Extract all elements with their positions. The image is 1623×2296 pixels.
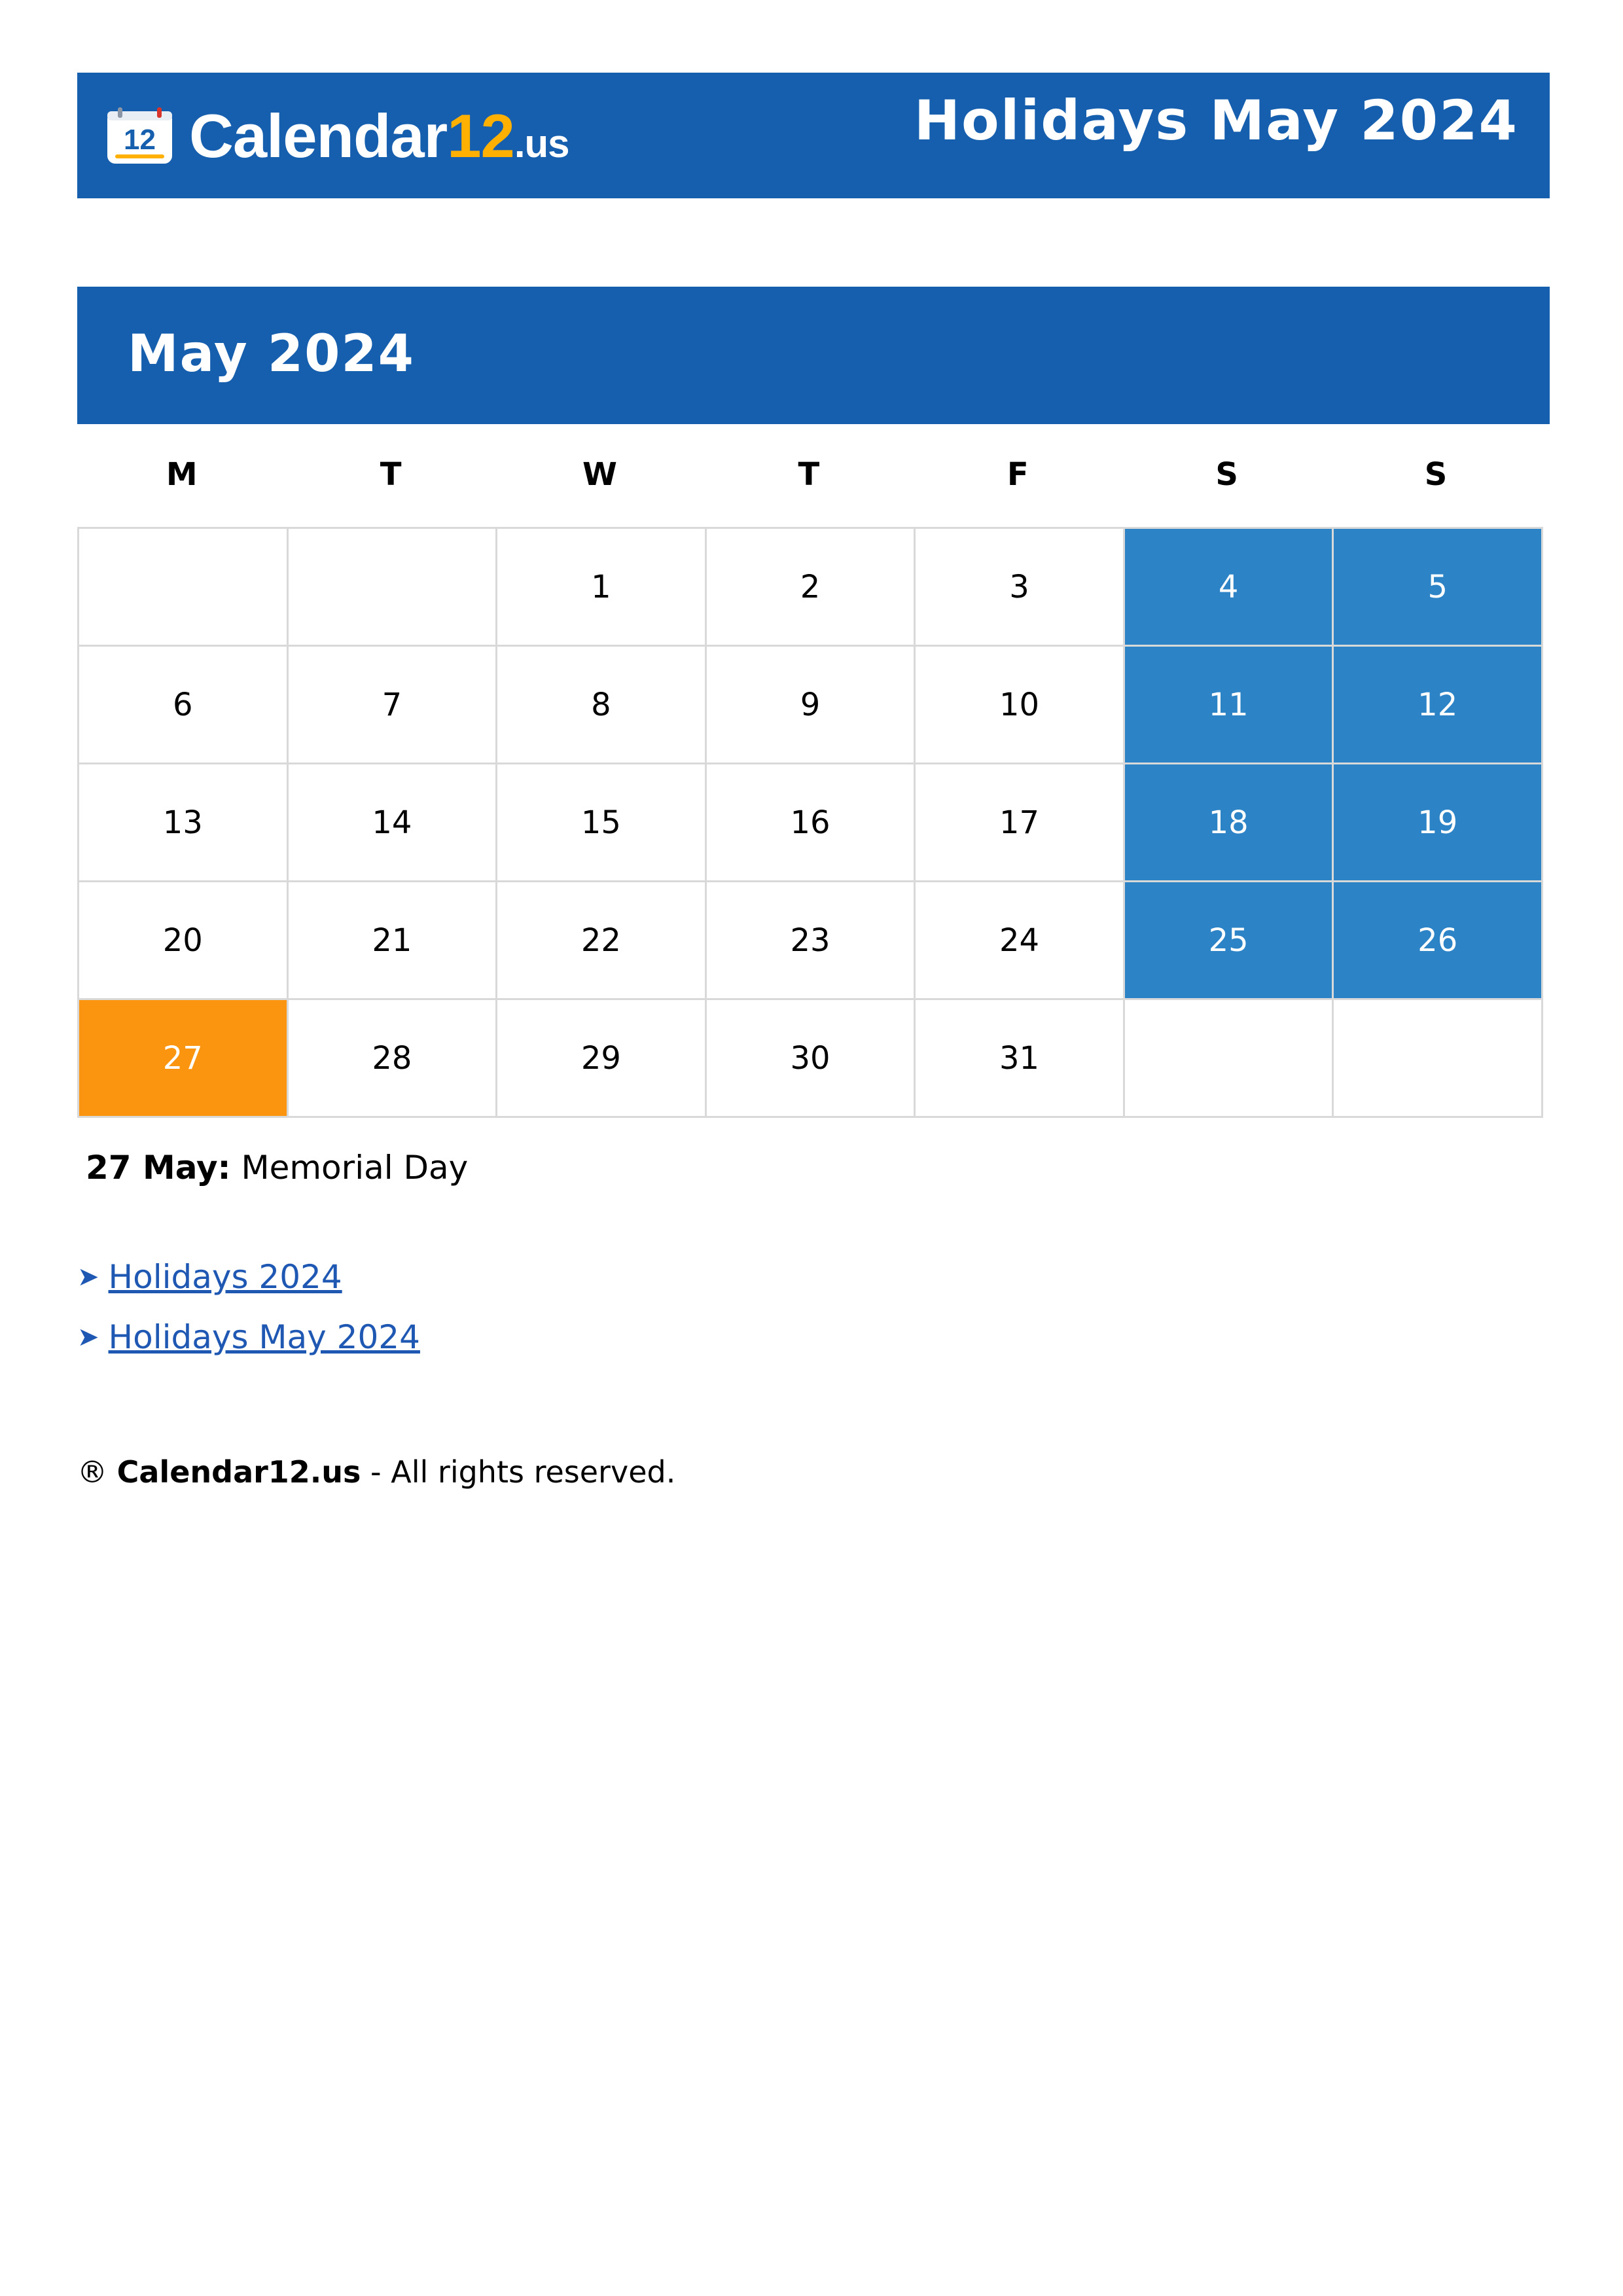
weekend-day-cell: 12 (1334, 647, 1543, 764)
weekend-day-cell: 11 (1125, 647, 1334, 764)
day-cell: 28 (289, 1000, 498, 1118)
day-cell: 31 (916, 1000, 1125, 1118)
weekend-day-cell: 18 (1125, 764, 1334, 882)
day-cell: 3 (916, 529, 1125, 647)
day-cell: 13 (79, 764, 289, 882)
day-cell: 7 (289, 647, 498, 764)
day-cell: 24 (916, 882, 1125, 1000)
day-cell: 20 (79, 882, 289, 1000)
link-row (77, 1247, 420, 1307)
footer-brand: Calendar12.us (116, 1454, 361, 1490)
month-title: May 2024 (128, 325, 415, 384)
weekday-monday: M (166, 456, 198, 493)
day-cell: 6 (79, 647, 289, 764)
holiday-date: 27 May: (86, 1149, 231, 1187)
day-cell: 21 (289, 882, 498, 1000)
logo-text-number: 12 (447, 101, 514, 170)
footer-text: - All rights reserved. (370, 1454, 676, 1490)
weekday-header-row (77, 452, 1541, 497)
month-header (77, 287, 1550, 424)
weekday-friday: F (1007, 456, 1029, 493)
site-logo[interactable] (106, 103, 569, 169)
weekend-day-cell: 25 (1125, 882, 1334, 1000)
day-cell: 2 (707, 529, 916, 647)
weekday-sunday: S (1424, 456, 1448, 493)
logo-icon-number: 12 (124, 124, 156, 156)
day-cell: 9 (707, 647, 916, 764)
day-cell: 16 (707, 764, 916, 882)
arrow-right-icon: ➤ (77, 1262, 99, 1292)
logo-wordmark (189, 101, 569, 170)
weekday-tuesday: T (380, 456, 402, 493)
day-cell: 8 (497, 647, 707, 764)
weekday-saturday: S (1215, 456, 1238, 493)
weekend-day-cell: 5 (1334, 529, 1543, 647)
day-cell: 23 (707, 882, 916, 1000)
weekday-thursday: T (798, 456, 820, 493)
calendar-grid (77, 527, 1543, 1118)
day-cell: 22 (497, 882, 707, 1000)
related-links (77, 1247, 420, 1367)
link-holidays-2024[interactable]: Holidays 2024 (108, 1258, 342, 1296)
day-cell: 15 (497, 764, 707, 882)
weekend-day-cell: 4 (1125, 529, 1334, 647)
holiday-name: Memorial Day (241, 1149, 469, 1187)
arrow-right-icon: ➤ (77, 1322, 99, 1352)
link-row (77, 1307, 420, 1367)
day-cell: 1 (497, 529, 707, 647)
day-cell: 10 (916, 647, 1125, 764)
day-cell: 17 (916, 764, 1125, 882)
logo-text-main: Calendar (189, 101, 448, 170)
footer (77, 1454, 675, 1490)
empty-day-cell (1334, 1000, 1543, 1118)
holiday-day-cell: 27 (79, 1000, 289, 1118)
day-cell (79, 529, 289, 647)
calendar-logo-icon (106, 107, 173, 165)
link-holidays-may-2024[interactable]: Holidays May 2024 (108, 1318, 420, 1356)
holiday-note (86, 1149, 468, 1187)
weekend-day-cell: 19 (1334, 764, 1543, 882)
site-header (77, 73, 1550, 198)
day-cell: 29 (497, 1000, 707, 1118)
page-title: Holidays May 2024 (914, 88, 1518, 152)
logo-text-tld: .us (514, 122, 569, 166)
weekday-wednesday: W (582, 456, 617, 493)
day-cell (289, 529, 498, 647)
day-cell: 30 (707, 1000, 916, 1118)
day-cell: 14 (289, 764, 498, 882)
registered-symbol: ® (77, 1454, 107, 1490)
empty-day-cell (1125, 1000, 1334, 1118)
weekend-day-cell: 26 (1334, 882, 1543, 1000)
